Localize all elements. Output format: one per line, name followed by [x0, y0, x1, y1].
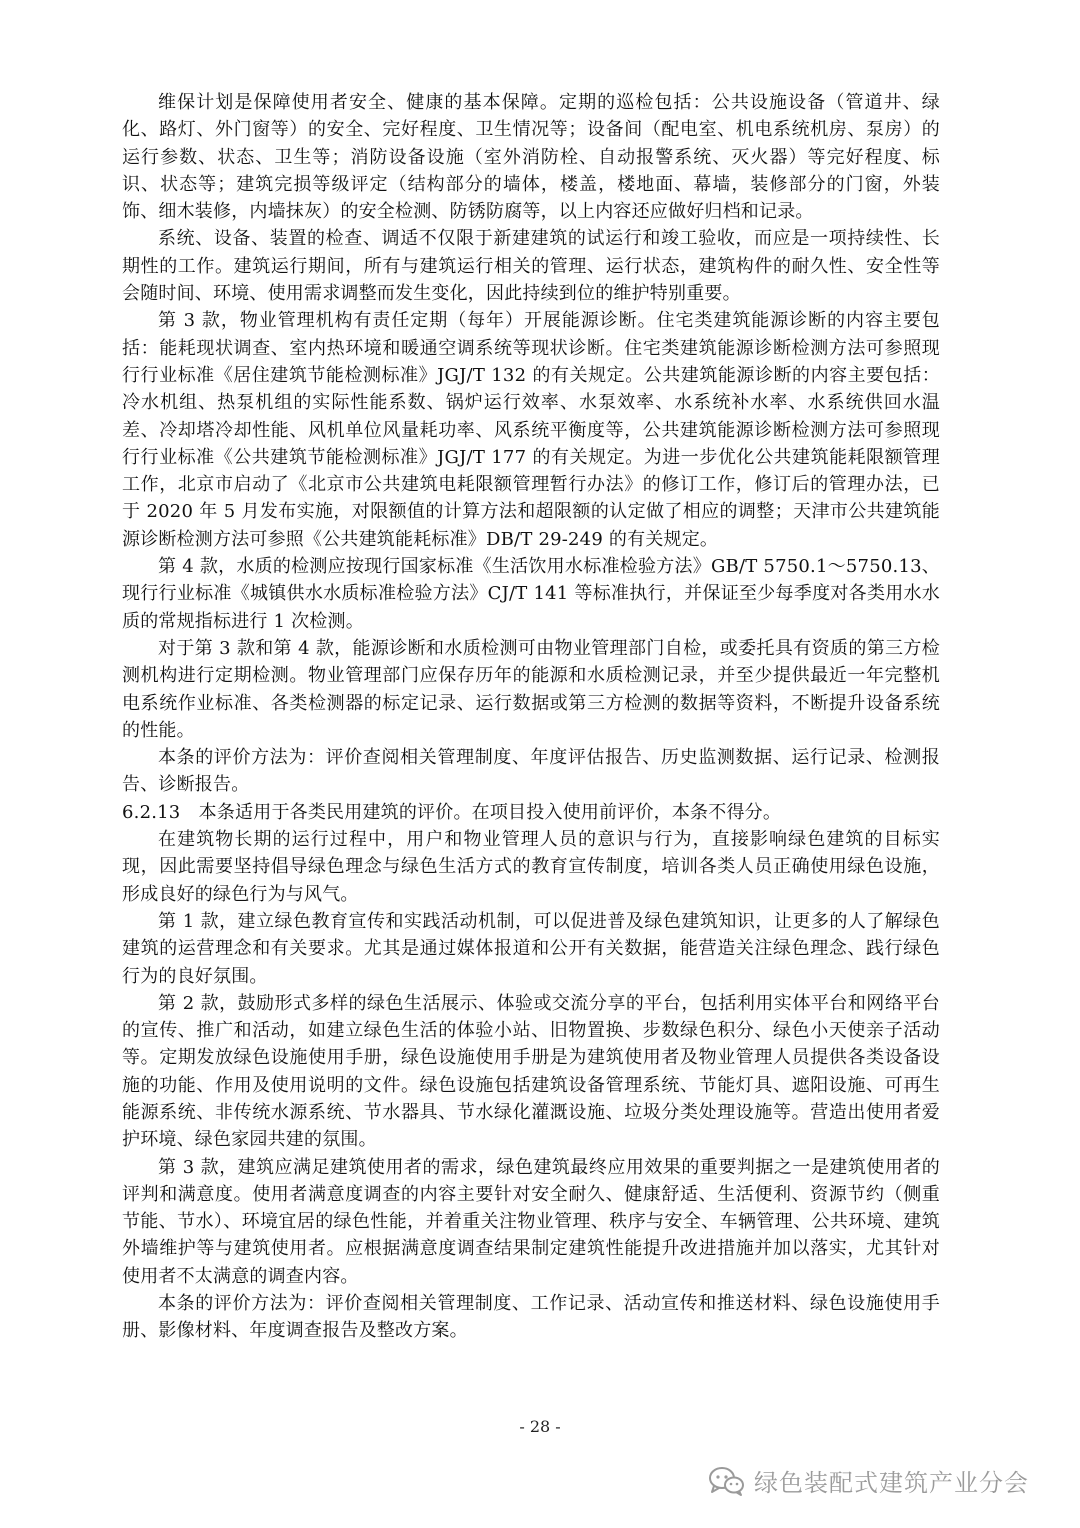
- paragraph-9: 第 1 款，建立绿色教育宣传和实践活动机制，可以促进普及绿色建筑知识，让更多的人了解绿色建筑的运营理念和有关要求。尤其是通过媒体报道和公开有关数据，能营造关注绿色理念、践行绿色行为的良好氛围。: [122, 910, 940, 987]
- paragraph-11: 第 3 款，建筑应满足建筑使用者的需求，绿色建筑最终应用效果的重要判据之一是建筑使用者的评判和满意度。使用者满意度调查的内容主要针对安全耐久、健康舒适、生活便利、资源节约（侧重节能、节水）、环境宜居的绿色性能，并着重关注物业管理、秩序与安全、车辆管理、公共环境、建筑外墙维护等与建筑使用者。应根据满意度调查结果制定建筑性能提升改进措施并加以落实，尤其针对使用者不太满意的调查内容。: [122, 1156, 940, 1287]
- paragraph-6: 本条的评价方法为：评价查阅相关管理制度、年度评估报告、历史监测数据、运行记录、检测报告、诊断报告。: [122, 747, 940, 796]
- paragraph-12: 本条的评价方法为：评价查阅相关管理制度、工作记录、活动宣传和推送材料、绿色设施使用手册、影像材料、年度调查报告及整改方案。: [122, 1293, 940, 1342]
- paragraph-8: 在建筑物长期的运行过程中，用户和物业管理人员的意识与行为，直接影响绿色建筑的目标实现，因此需要坚持倡导绿色理念与绿色生活方式的教育宣传制度，培训各类人员正确使用绿色设施，形成良好的绿色行为与风气。: [122, 829, 940, 905]
- wechat-icon: [708, 1465, 746, 1497]
- watermark-text: 绿色装配式建筑产业分会: [754, 1469, 1029, 1497]
- paragraph-1: 维保计划是保障使用者安全、健康的基本保障。定期的巡检包括：公共设施设备（管道井、绿化、路灯、外门窗等）的安全、完好程度、卫生情况等；设备间（配电室、机电系统机房、泵房）的运行参数、状态、卫生等；消防设备设施（室外消防栓、自动报警系统、灭火器）等完好程度、标识、状态等；建筑完损等级评定（结构部分的墙体，楼盖，楼地面、幕墙，装修部分的门窗，外装饰、细木装修，内墙抹灰）的安全检测、防锈防腐等，以上内容还应做好归档和记录。: [122, 92, 940, 223]
- page-number: - 28 -: [519, 1417, 561, 1436]
- document-body: [122, 89, 940, 1345]
- paragraph-4: 第 4 款，水质的检测应按现行国家标准《生活饮用水标准检验方法》GB/T 5750.1～5750.13、现行行业标准《城镇供水水质标准检验方法》CJ/T 141 等标准执行，并保证至少每季度对各类用水水质的常规指标进行 1 次检测。: [122, 556, 940, 632]
- paragraph-5: 对于第 3 款和第 4 款，能源诊断和水质检测可由物业管理部门自检，或委托具有资质的第三方检测机构进行定期检测。物业管理部门应保存历年的能源和水质检测记录，并至少提供最近一年完整机电系统作业标准、各类检测器的标定记录、运行数据或第三方检测的数据等资料，不断提升设备系统的性能。: [122, 637, 940, 741]
- watermark: [708, 1463, 1029, 1498]
- paragraph-2: 系统、设备、装置的检查、调适不仅限于新建建筑的试运行和竣工验收，而应是一项持续性、长期性的工作。建筑运行期间，所有与建筑运行相关的管理、运行状态，建筑构件的耐久性、安全性等会随时间、环境、使用需求调整而发生变化，因此持续到位的维护特别重要。: [122, 228, 940, 305]
- clause-heading-6-2-13: 6.2.13 本条适用于各类民用建筑的评价。在项目投入使用前评价，本条不得分。: [122, 801, 782, 823]
- paragraph-10: 第 2 款，鼓励形式多样的绿色生活展示、体验或交流分享的平台，包括利用实体平台和网络平台的宣传、推广和活动，如建立绿色生活的体验小站、旧物置换、步数绿色积分、绿色小天使亲子活动等。定期发放绿色设施使用手册，绿色设施使用手册是为建筑使用者及物业管理人员提供各类设备设施的功能、作用及使用说明的文件。绿色设施包括建筑设备管理系统、节能灯具、遮阳设施、可再生能源系统、非传统水源系统、节水器具、节水绿化灌溉设施、垃圾分类处理设施等。营造出使用者爱护环境、绿色家园共建的氛围。: [122, 992, 940, 1151]
- paragraph-3: 第 3 款，物业管理机构有责任定期（每年）开展能源诊断。住宅类建筑能源诊断的内容主要包括：能耗现状调查、室内热环境和暖通空调系统等现状诊断。住宅类建筑能源诊断检测方法可参照现行行业标准《居住建筑节能检测标准》JGJ/T 132 的有关规定。公共建筑能源诊断的内容主要包括：冷水机组、热泵机组的实际性能系数、锅炉运行效率、水泵效率、水系统补水率、水系统供回水温差、冷却塔冷却性能、风机单位风量耗功率、风系统平衡度等，公共建筑能源诊断检测方法可参照现行行业标准《公共建筑节能检测标准》JGJ/T 177 的有关规定。为进一步优化公共建筑能耗限额管理工作，北京市启动了《北京市公共建筑电耗限额管理暂行办法》的修订工作，修订后的管理办法，已于 2020 年 5 月发布实施，对限额值的计算方法和超限额的认定做了相应的调整；天津市公共建筑能源诊断检测方法可参照《公共建筑能耗标准》DB/T 29-249 的有关规定。: [122, 310, 940, 550]
